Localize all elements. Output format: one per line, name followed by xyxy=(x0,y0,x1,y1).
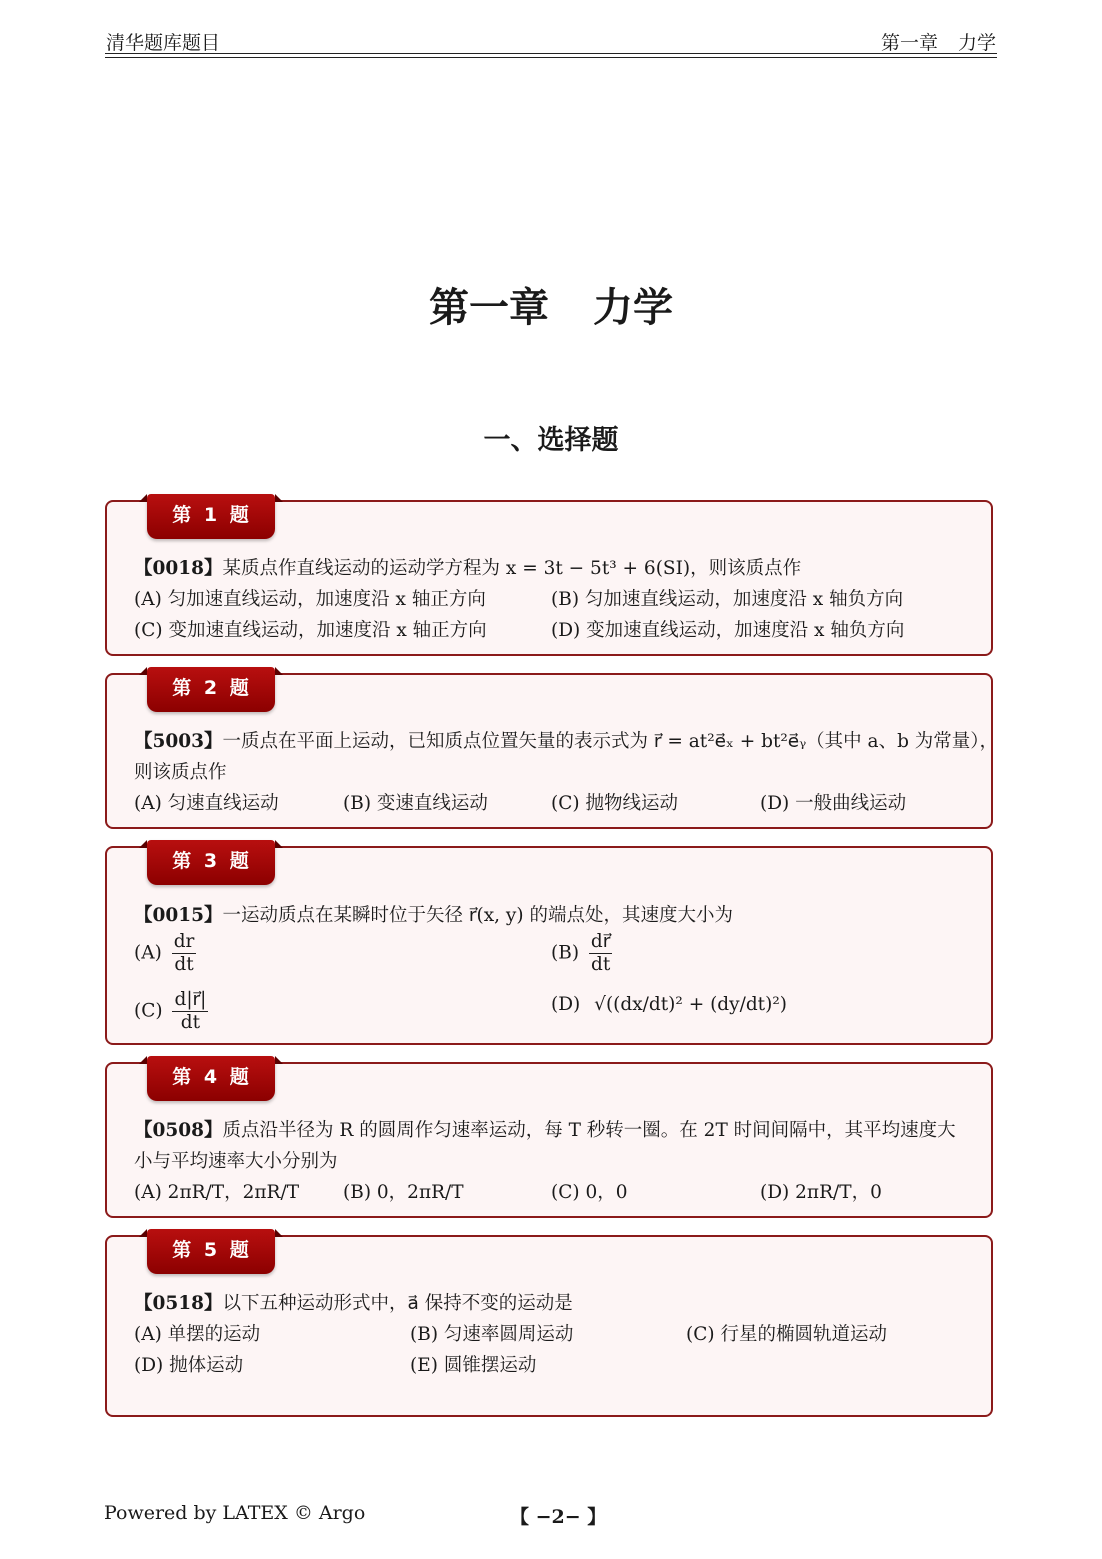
option-c[interactable]: (C) 0，0 xyxy=(551,1182,628,1203)
option-b[interactable]: (B) $\frac{dr⃗}{dt}$ xyxy=(551,931,611,975)
option-a[interactable]: (A) 单摆的运动 xyxy=(134,1324,261,1345)
question-box-1 xyxy=(105,500,993,656)
option-c[interactable]: (C) $\frac{d|r⃗|}{dt}$ xyxy=(134,989,207,1033)
fraction-denominator: dt xyxy=(591,954,611,975)
option-b[interactable]: (B) 匀速率圆周运动 xyxy=(410,1324,574,1345)
option-d[interactable]: (D) √((dx/dt)² + (dy/dt)²) xyxy=(551,994,787,1015)
option-c[interactable]: (C) 变加速直线运动，加速度沿 x 轴正方向 xyxy=(134,620,487,641)
option-b[interactable]: (B) 变速直线运动 xyxy=(343,793,488,814)
question-code: 【0018】 xyxy=(134,558,223,579)
header-left: 清华题库题目 xyxy=(106,32,221,54)
question-box-4 xyxy=(105,1062,993,1218)
chapter-title: 第一章 力学 xyxy=(429,285,673,331)
fraction-numerator: dr xyxy=(173,931,195,952)
question-stem: 某质点作直线运动的运动学方程为 x = 3t − 5t³ + 6(SI)，则该质点作 xyxy=(222,558,802,579)
question-code: 【0508】 xyxy=(134,1120,223,1141)
option-a[interactable]: (A) 匀速直线运动 xyxy=(134,793,279,814)
question-box-3 xyxy=(105,846,993,1045)
header-rule xyxy=(105,53,997,54)
fraction-numerator: dr⃗ xyxy=(590,931,611,952)
option-c[interactable]: (C) 抛物线运动 xyxy=(551,793,678,814)
option-d[interactable]: (D) 一般曲线运动 xyxy=(760,793,907,814)
question-stem: 一质点在平面上运动，已知质点位置矢量的表示式为 r⃗ = at²e⃗ₓ + bt²e⃗ᵧ（其中 a、b 为常量）， xyxy=(222,731,999,752)
section-title: 一、选择题 xyxy=(483,425,619,456)
fraction-denominator: dt xyxy=(174,954,194,975)
page-number: 【 −2− 】 xyxy=(510,1506,607,1528)
question-stem-cont: 小与平均速率大小分别为 xyxy=(134,1151,338,1172)
question-tab-3: 第 3 题 xyxy=(147,840,275,885)
question-tab-2: 第 2 题 xyxy=(147,667,275,712)
question-code: 【5003】 xyxy=(134,731,223,752)
fraction-numerator: d|r⃗| xyxy=(174,989,207,1010)
question-code: 【0518】 xyxy=(134,1293,223,1314)
question-stem-cont: 则该质点作 xyxy=(134,762,227,783)
question-stem: 质点沿半径为 R 的圆周作匀速率运动，每 T 秒转一圈。在 2T 时间间隔中，其平均速度大 xyxy=(222,1120,956,1141)
option-a[interactable]: (A) 2πR/T，2πR/T xyxy=(134,1182,300,1203)
question-box-5 xyxy=(105,1235,993,1417)
option-b[interactable]: (B) 匀加速直线运动，加速度沿 x 轴负方向 xyxy=(551,589,904,610)
option-e[interactable]: (E) 圆锥摆运动 xyxy=(410,1355,537,1376)
option-d[interactable]: (D) 变加速直线运动，加速度沿 x 轴负方向 xyxy=(551,620,905,641)
question-tab-5: 第 5 题 xyxy=(147,1229,275,1274)
question-code: 【0015】 xyxy=(134,905,223,926)
header-rule-thin xyxy=(105,57,997,58)
option-d[interactable]: (D) 抛体运动 xyxy=(134,1355,244,1376)
option-b[interactable]: (B) 0，2πR/T xyxy=(343,1182,464,1203)
option-a[interactable]: (A) $\frac{dr}{dt}$ xyxy=(134,931,195,975)
question-tab-1: 第 1 题 xyxy=(147,494,275,539)
fraction-denominator: dt xyxy=(180,1012,201,1033)
footer-credit: Powered by LATEX © Argo xyxy=(104,1502,366,1524)
question-stem: 以下五种运动形式中，a⃗ 保持不变的运动是 xyxy=(222,1293,573,1314)
option-c[interactable]: (C) 行星的椭圆轨道运动 xyxy=(686,1324,887,1345)
question-box-2 xyxy=(105,673,999,829)
option-a[interactable]: (A) 匀加速直线运动，加速度沿 x 轴正方向 xyxy=(134,589,486,610)
option-d[interactable]: (D) 2πR/T，0 xyxy=(760,1182,882,1203)
header-right: 第一章 力学 xyxy=(880,32,996,54)
question-stem: 一运动质点在某瞬时位于矢径 r⃗(x, y) 的端点处，其速度大小为 xyxy=(222,905,733,926)
sqrt-expression: √((dx/dt)² + (dy/dt)²) xyxy=(594,994,787,1015)
question-tab-4: 第 4 题 xyxy=(147,1056,275,1101)
